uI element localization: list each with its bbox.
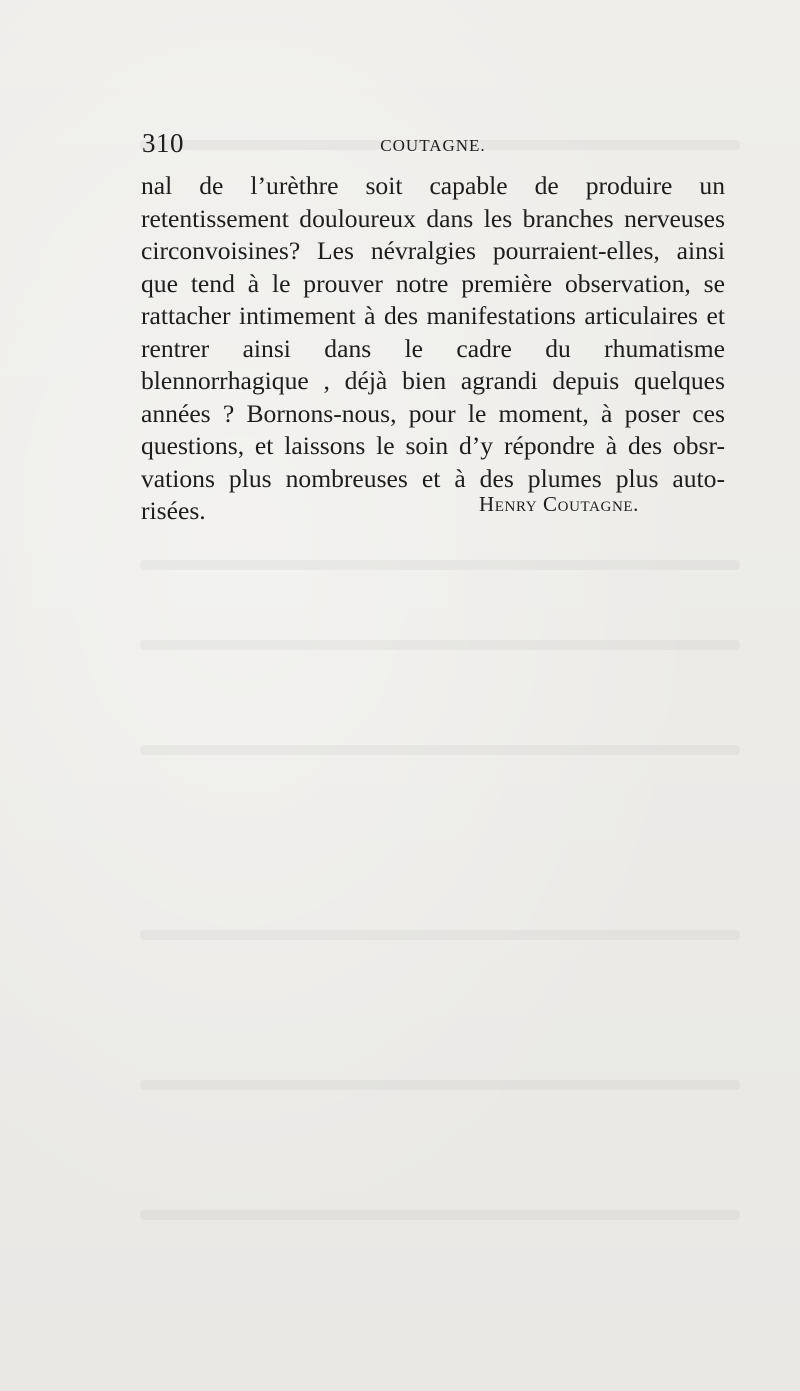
page-header — [142, 128, 724, 158]
running-head: COUTAGNE. — [380, 136, 486, 155]
author-signature: Henry Coutagne. — [479, 492, 639, 516]
body-paragraph: nal de l’urèthre soit capable de produire un retentissement douloureux dans les branches nerveuses circonvoisines? Les névralgies pourraient-elles, ainsi que tend à le prouver notre première observation, se rattacher intimement à des manifestations articulaires et rentrer ainsi dans le cadre du rhumatisme blennorrhagique , déjà bien agrandi depuis quelques années ? Bornons-nous, pour le moment, à poser ces questions, et laissons le soin d’y répondre à des obsr- vations plus nombreuses et à des plumes plus auto- risées. — [141, 171, 725, 525]
bleed-through-mark — [140, 1210, 740, 1220]
bleed-through-mark — [140, 640, 740, 650]
bleed-through-mark — [140, 560, 740, 570]
bleed-through-mark — [140, 1080, 740, 1090]
bleed-through-mark — [140, 930, 740, 940]
bleed-through-mark — [140, 745, 740, 755]
page-number: 310 — [142, 128, 184, 158]
